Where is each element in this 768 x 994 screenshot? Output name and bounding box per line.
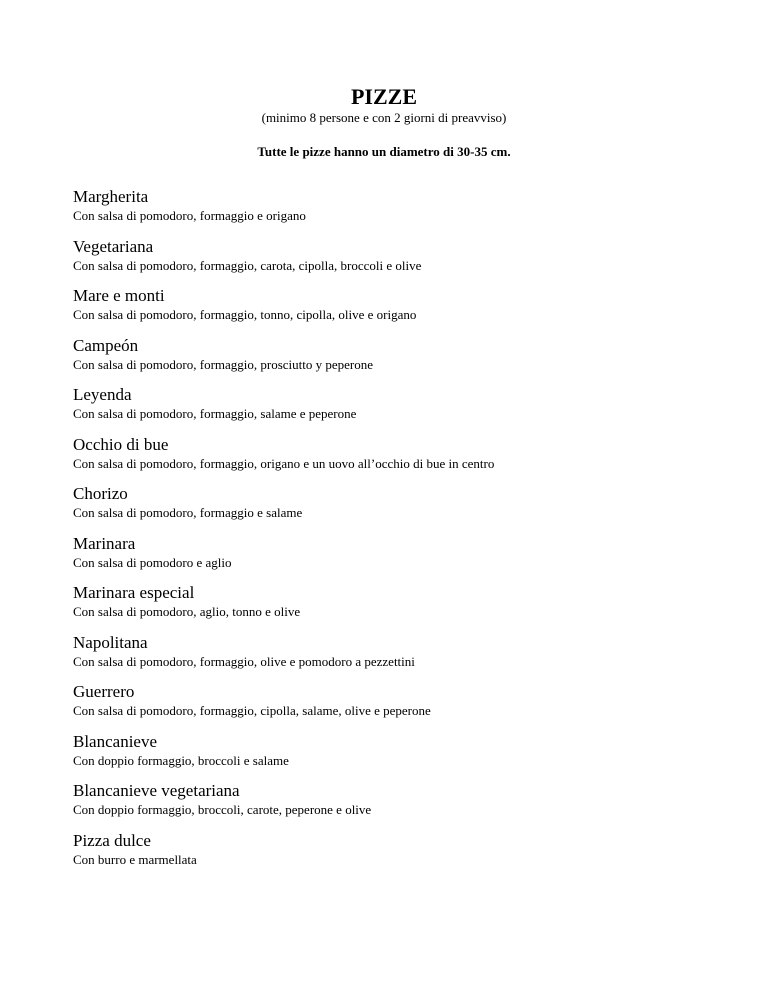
pizza-item — [73, 483, 733, 533]
pizza-description: Con salsa di pomodoro, formaggio, tonno, cipolla, olive e origano — [73, 307, 417, 322]
pizza-name: Napolitana — [73, 632, 148, 652]
pizza-description: Con salsa di pomodoro, formaggio e origano — [73, 208, 306, 223]
pizza-description: Con salsa di pomodoro, formaggio, carota, cipolla, broccoli e olive — [73, 257, 422, 273]
pizza-name: Mare e monti — [73, 286, 165, 305]
pizza-name: Pizza dulce — [73, 830, 151, 850]
pizza-name: Blancanieve vegetariana — [73, 781, 240, 800]
pizza-name: Marinara especial — [73, 583, 195, 602]
pizza-description: Con salsa di pomodoro, formaggio, salame e peperone — [73, 406, 357, 421]
pizza-name: Occhio di bue — [73, 434, 169, 454]
pizza-item — [73, 186, 733, 236]
pizza-description: Con salsa di pomodoro, formaggio e salame — [73, 505, 303, 520]
pizza-description: Con salsa di pomodoro e aglio — [73, 554, 232, 570]
pizza-item — [73, 236, 733, 286]
pizza-item — [73, 632, 733, 682]
pizza-name: Marinara — [73, 533, 136, 553]
pizza-name: Campeón — [73, 335, 139, 355]
pizza-item — [73, 434, 733, 484]
diameter-note: Tutte le pizze hanno un diametro di 30-35 cm. — [257, 144, 511, 159]
pizza-description: Con salsa di pomodoro, aglio, tonno e olive — [73, 604, 301, 619]
pizza-name: Margherita — [73, 187, 149, 206]
pizza-description: Con doppio formaggio, broccoli, carote, peperone e olive — [73, 802, 372, 817]
pizza-description: Con burro e marmellata — [73, 851, 197, 867]
pizza-description: Con salsa di pomodoro, formaggio, prosciutto y peperone — [73, 356, 374, 372]
pizza-description: Con salsa di pomodoro, formaggio, olive e pomodoro a pezzettini — [73, 653, 415, 669]
pizza-description: Con doppio formaggio, broccoli e salame — [73, 752, 289, 768]
menu-header — [0, 84, 768, 160]
pizza-item — [73, 582, 733, 632]
pizza-item — [73, 731, 733, 781]
pizza-item — [73, 681, 733, 731]
pizza-name: Guerrero — [73, 682, 135, 701]
pizza-name: Leyenda — [73, 385, 132, 404]
pizza-description: Con salsa di pomodoro, formaggio, origano e un uovo all’occhio di bue in centro — [73, 455, 495, 471]
pizza-item — [73, 780, 733, 830]
pizza-description: Con salsa di pomodoro, formaggio, cipolla, salame, olive e peperone — [73, 703, 431, 718]
pizza-name: Chorizo — [73, 484, 128, 503]
pizza-name: Blancanieve — [73, 731, 158, 751]
page-subtitle: (minimo 8 persone e con 2 giorni di preavviso) — [261, 110, 507, 125]
pizza-item — [73, 384, 733, 434]
pizza-list — [73, 186, 733, 879]
pizza-item — [73, 830, 733, 880]
pizza-name: Vegetariana — [73, 236, 154, 256]
pizza-item — [73, 533, 733, 583]
pizza-item — [73, 335, 733, 385]
page-title: PIZZE — [350, 84, 418, 109]
pizza-item — [73, 285, 733, 335]
